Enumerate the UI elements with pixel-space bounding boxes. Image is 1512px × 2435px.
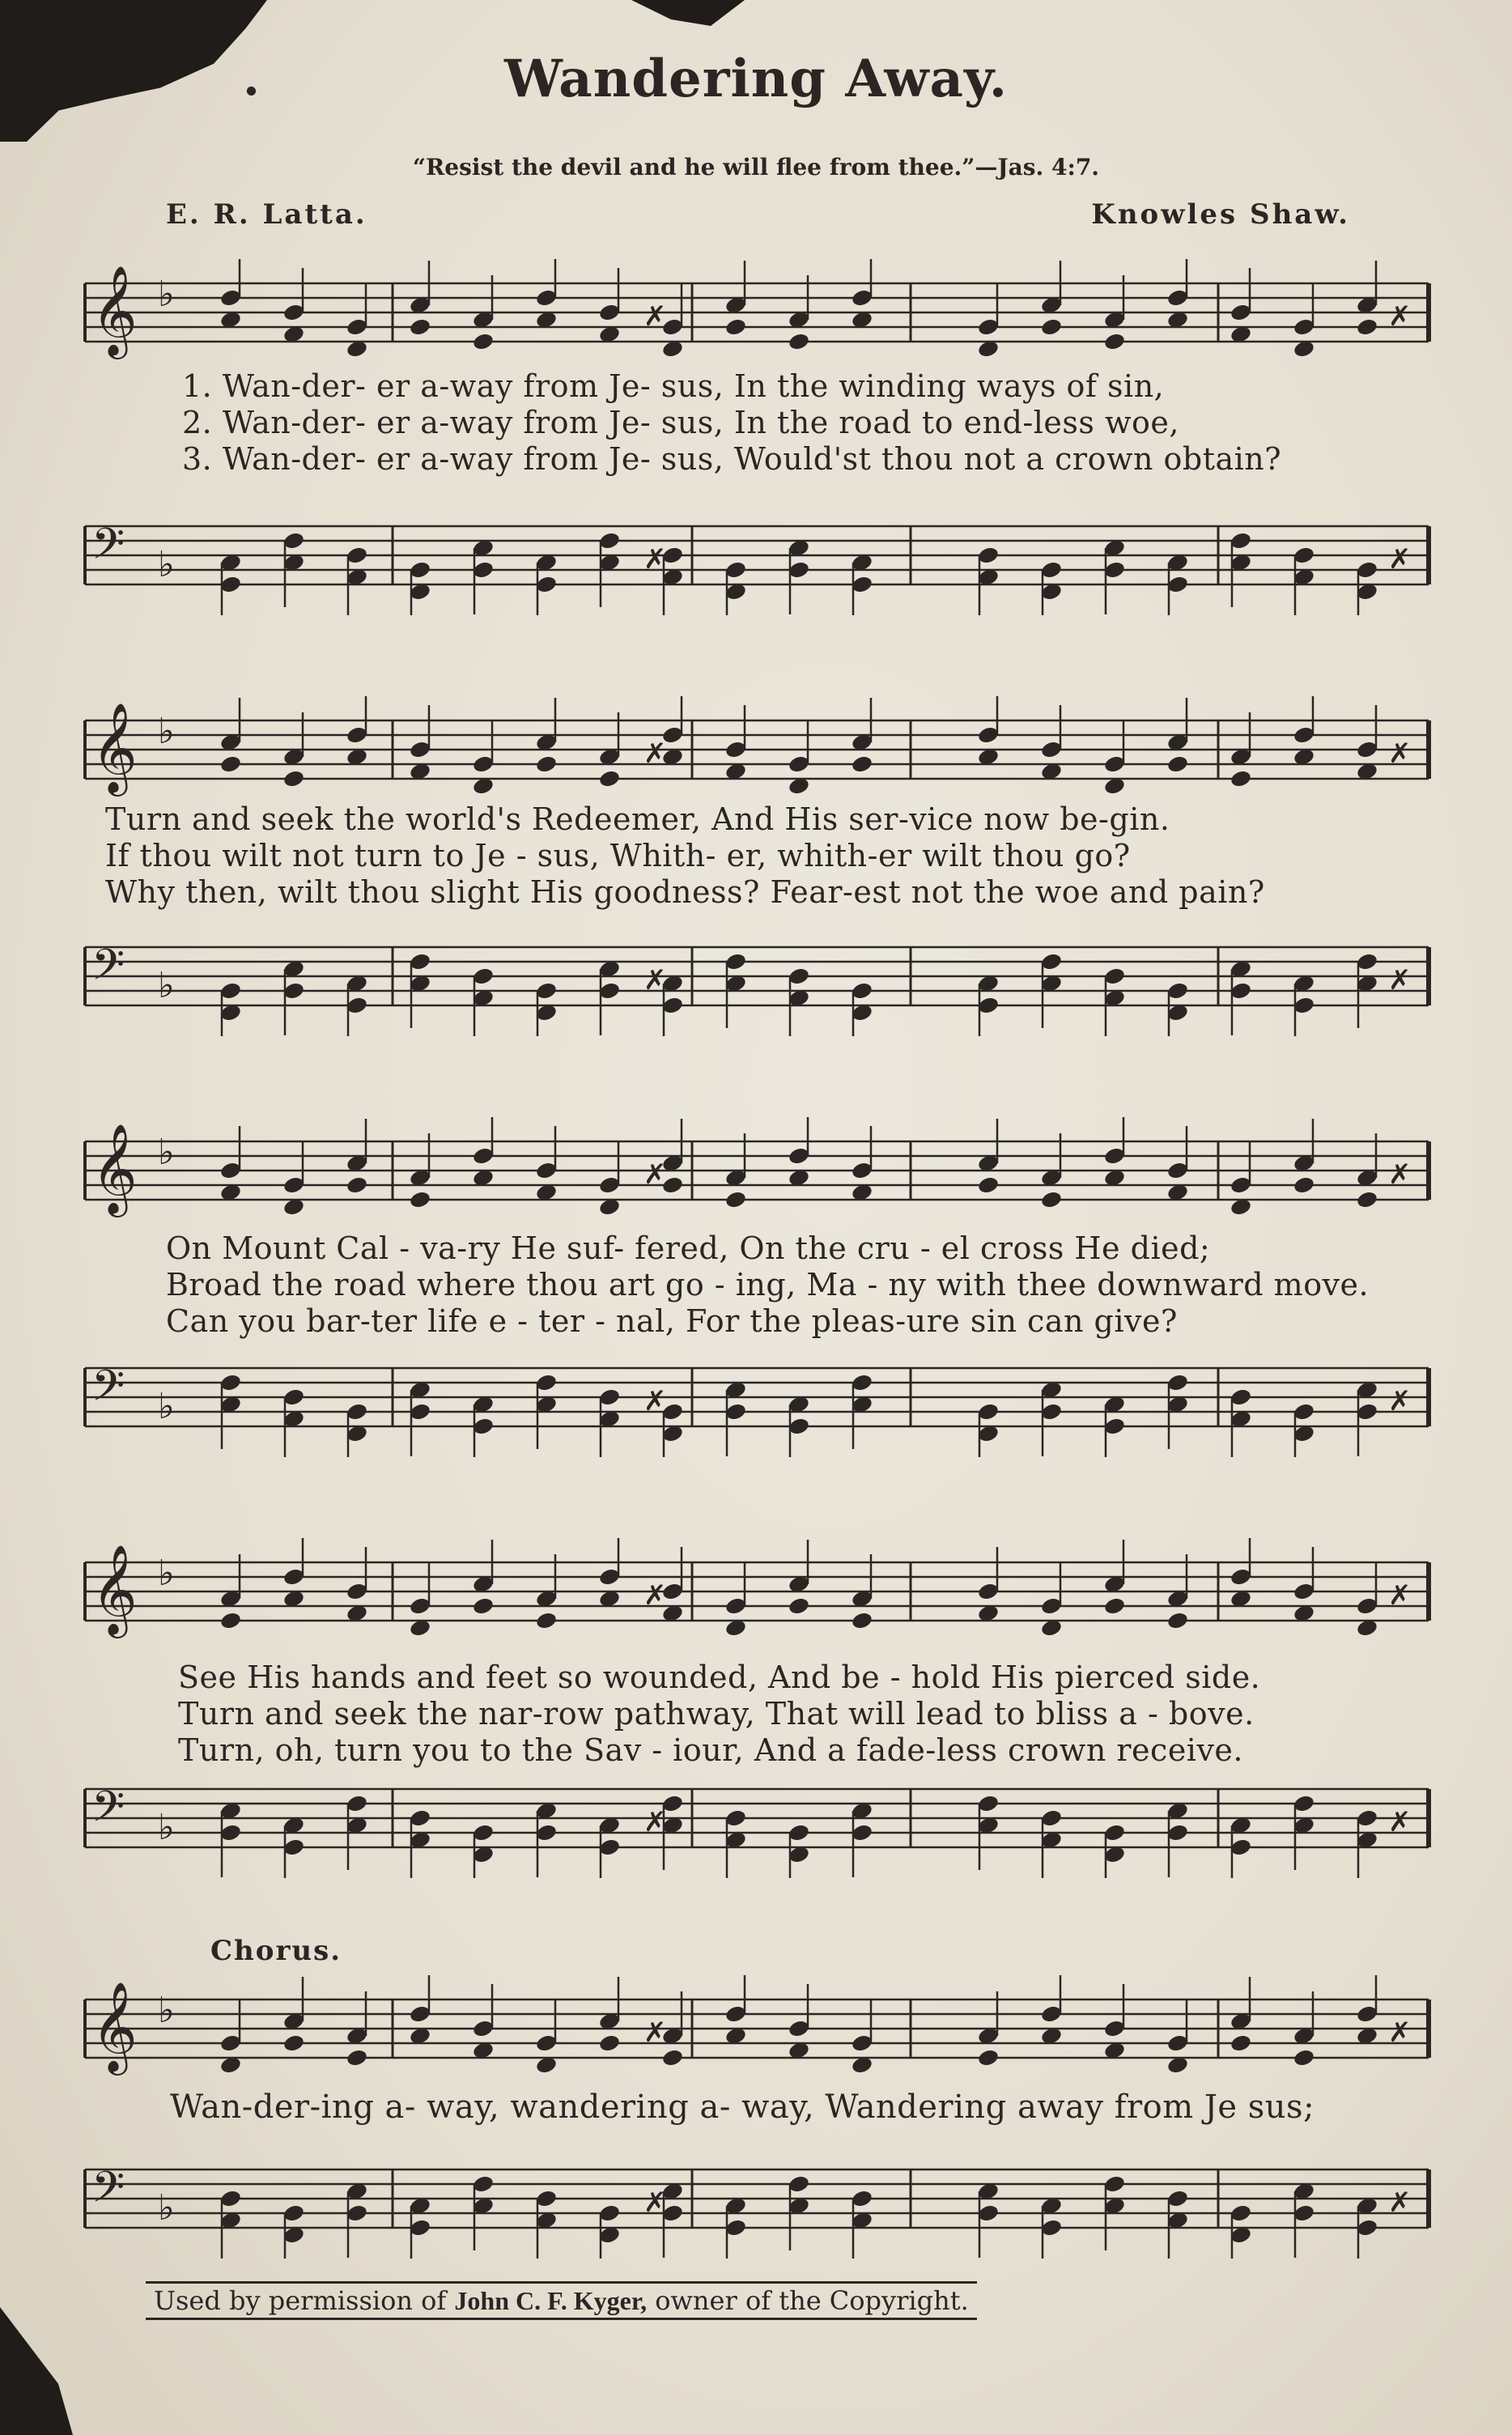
note-head [346, 1175, 368, 1195]
note-head [724, 1190, 747, 1209]
hymn-title: Wandering Away. [503, 49, 1009, 109]
flat-key-signature-icon: ♭ [158, 1990, 175, 2031]
copyright-footer [146, 2281, 977, 2320]
torn-corner-top-right [631, 0, 745, 32]
flat-key-signature-icon: ♭ [158, 544, 175, 585]
flat-key-signature-icon: ♭ [158, 2187, 175, 2229]
note-head [535, 1611, 558, 1630]
flat-key-signature-icon: ♭ [158, 1807, 175, 1848]
rest-icon: ✗ [1388, 1385, 1412, 1417]
rest-icon: ✗ [643, 1579, 667, 1612]
flat-key-signature-icon: ♭ [158, 1553, 175, 1594]
lyric-line-1-2: 2. Wan-der- er a-way from Je- sus, In the road to end-less woe, [182, 405, 1179, 440]
note-head [1356, 1190, 1378, 1209]
bass-clef-icon: 𝄢 [91, 520, 125, 580]
note-head [1230, 769, 1252, 788]
note-head [977, 1175, 1000, 1195]
note-head [409, 1190, 431, 1209]
treble-staff-3 [77, 1117, 1437, 1230]
title-prefix-fragment: . [243, 50, 260, 107]
note-head [1040, 1190, 1063, 1209]
bass-staff-chorus [77, 2145, 1437, 2259]
note-head [1230, 2033, 1252, 2053]
note-head [219, 1611, 242, 1630]
note-head [535, 754, 558, 774]
chorus-lyric-line: Wan-der-ing a- way, wandering a- way, Wandering away from Je sus; [170, 2089, 1315, 2126]
treble-clef-icon: 𝄞 [91, 702, 138, 793]
bass-staff-4 [77, 1765, 1437, 1878]
treble-staff-chorus [77, 1975, 1437, 2089]
footer-text: Used by permission of [154, 2285, 447, 2316]
bass-staff-1 [77, 502, 1437, 615]
footer-suffix: owner of the Copyright. [655, 2285, 969, 2316]
note-head [1103, 332, 1126, 351]
lyric-line-4-2: Turn and seek the nar-row pathway, That will lead to bliss a - bove. [178, 1696, 1255, 1732]
note-head [282, 769, 305, 788]
note-head [1293, 1175, 1315, 1195]
lyric-line-2-3: Why then, wilt thou slight His goodness? Fear-est not the woe and pain? [105, 874, 1265, 910]
treble-clef-icon: 𝄞 [91, 265, 138, 355]
lyric-line-3-3: Can you bar-ter life e - ter - nal, For the pleas-ure sin can give? [166, 1303, 1178, 1339]
bass-clef-icon: 𝄢 [91, 2163, 125, 2223]
rest-icon: ✗ [1388, 737, 1412, 770]
treble-staff-4 [77, 1538, 1437, 1651]
lyric-line-4-1: See His hands and feet so wounded, And be - hold His pierced side. [178, 1659, 1261, 1695]
chorus-label: Chorus. [210, 1935, 342, 1967]
rest-icon: ✗ [643, 543, 667, 576]
rest-icon: ✗ [1388, 1806, 1412, 1838]
lyric-line-2-1: Turn and seek the world's Redeemer, And His ser-vice now be-gin. [105, 801, 1170, 837]
rest-icon: ✗ [643, 737, 667, 770]
note-head [851, 754, 873, 774]
note-head [1040, 317, 1063, 337]
note-head [598, 769, 621, 788]
composer-credit: Knowles Shaw. [1091, 198, 1350, 231]
bass-clef-icon: 𝄢 [91, 1783, 125, 1842]
flat-key-signature-icon: ♭ [158, 274, 175, 315]
note-head [724, 317, 747, 337]
treble-clef-icon: 𝄞 [91, 1544, 138, 1634]
rest-icon: ✗ [1388, 964, 1412, 997]
rest-icon: ✗ [1388, 300, 1412, 333]
footer-owner: John C. F. Kyger, [454, 2286, 648, 2315]
lyric-line-1-1: 1. Wan-der- er a-way from Je- sus, In the winding ways of sin, [182, 368, 1165, 404]
flat-key-signature-icon: ♭ [158, 1132, 175, 1173]
scripture-epigraph: “Resist the devil and he will flee from thee.”—Jas. 4:7. [412, 154, 1100, 181]
bass-clef-icon: 𝄢 [91, 941, 125, 1001]
note-head [788, 332, 810, 351]
rest-icon: ✗ [643, 300, 667, 333]
note-head [282, 2033, 305, 2053]
lyric-line-3-2: Broad the road where thou art go - ing, Ma - ny with thee downward move. [166, 1267, 1370, 1302]
note-head [1166, 1611, 1189, 1630]
flat-key-signature-icon: ♭ [158, 1386, 175, 1427]
note-head [1356, 317, 1378, 337]
treble-staff-2 [77, 696, 1437, 810]
treble-clef-icon: 𝄞 [91, 1981, 138, 2072]
note-head [977, 2048, 1000, 2067]
rest-icon: ✗ [643, 2016, 667, 2049]
note-head [851, 1611, 873, 1630]
note-head [346, 2048, 368, 2067]
rest-icon: ✗ [1388, 2186, 1412, 2219]
note-head [472, 1596, 495, 1616]
rest-icon: ✗ [1388, 2016, 1412, 2049]
flat-key-signature-icon: ♭ [158, 965, 175, 1006]
treble-staff-1 [77, 259, 1437, 372]
lyricist-credit: E. R. Latta. [166, 198, 367, 231]
rest-icon: ✗ [1388, 543, 1412, 576]
lyric-line-1-3: 3. Wan-der- er a-way from Je- sus, Would'st thou not a crown obtain? [182, 441, 1282, 477]
flat-key-signature-icon: ♭ [158, 711, 175, 752]
bass-staff-3 [77, 1344, 1437, 1457]
rest-icon: ✗ [643, 1806, 667, 1838]
note-head [219, 754, 242, 774]
note-head [1103, 1596, 1126, 1616]
note-head [1166, 754, 1189, 774]
note-head [409, 317, 431, 337]
torn-edge-bottom-left [0, 2307, 73, 2435]
note-head [472, 332, 495, 351]
rest-icon: ✗ [643, 964, 667, 997]
lyric-line-2-2: If thou wilt not turn to Je - sus, Whith- er, whith-er wilt thou go? [105, 838, 1131, 873]
treble-clef-icon: 𝄞 [91, 1123, 138, 1213]
rest-icon: ✗ [643, 1385, 667, 1417]
rest-icon: ✗ [643, 2186, 667, 2219]
lyric-line-3-1: On Mount Cal - va-ry He suf- fered, On the cru - el cross He died; [166, 1230, 1211, 1266]
note-head [598, 2033, 621, 2053]
rest-icon: ✗ [1388, 1579, 1412, 1612]
note-head [1293, 2048, 1315, 2067]
note-head [661, 2048, 684, 2067]
lyric-line-4-3: Turn, oh, turn you to the Sav - iour, And a fade-less crown receive. [178, 1732, 1243, 1768]
rest-icon: ✗ [643, 1158, 667, 1191]
bass-clef-icon: 𝄢 [91, 1362, 125, 1421]
bass-staff-2 [77, 923, 1437, 1036]
rest-icon: ✗ [1388, 1158, 1412, 1191]
note-head [788, 1596, 810, 1616]
